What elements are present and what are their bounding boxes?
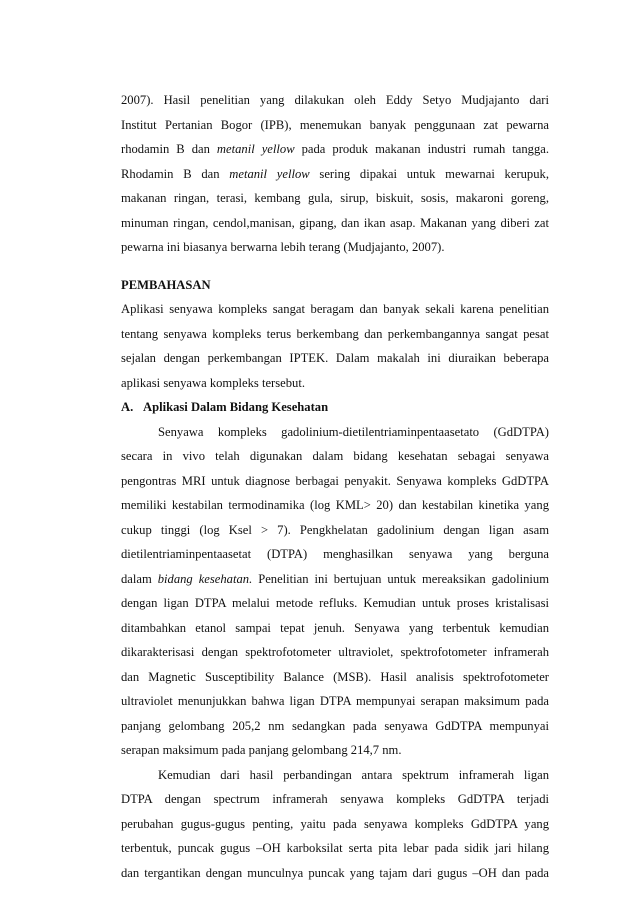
text-line: Rhodamin B dan metanil yellow sering dipakai untuk mewarnai kerupuk, — [121, 166, 549, 181]
text-line: serapan maksimum pada panjang gelombang 214,7 nm. — [121, 743, 402, 757]
paragraph-1 — [121, 420, 549, 763]
subsection-heading — [121, 395, 549, 420]
text-line: DTPA dengan spectrum inframerah senyawa kompleks GdDTPA terjadi — [121, 792, 549, 806]
text-line: ditambahkan etanol sampai tepat jenuh. Senyawa yang terbentuk kemudian — [121, 620, 549, 635]
text-line: cukup tinggi (log Ksel > 7). Pengkhelatan gadolinium dengan ligan asam — [121, 522, 549, 537]
subsection-number: A. — [121, 400, 134, 414]
text-line: Kemudian dari hasil perbandingan antara spektrum inframerah ligan — [158, 767, 549, 782]
text-line: Aplikasi senyawa kompleks sangat beragam dan banyak sekali karena penelitian — [121, 302, 549, 316]
text-line: Senyawa kompleks gadolinium-dietilentriaminpentaasetato (GdDTPA) — [158, 424, 549, 439]
text-line: dalam bidang kesehatan. Penelitian ini bertujuan untuk mereaksikan gadolinium — [121, 571, 549, 586]
text-line: secara in vivo telah digunakan dalam bidang kesehatan sebagai senyawa — [121, 449, 549, 463]
text-line: dikarakterisasi dengan spektrofotometer ultraviolet, spektrofotometer inframerah — [121, 645, 549, 659]
spacer — [121, 260, 549, 273]
text-line: Institut Pertanian Bogor (IPB), menemukan banyak penggunaan zat pewarna — [121, 117, 549, 132]
document-page — [121, 88, 549, 885]
section-paragraph — [121, 297, 549, 395]
text-line: minuman ringan, cendol,manisan, gipang, dan ikan asap. Makanan yang diberi zat — [121, 215, 549, 230]
text-line: tentang senyawa kompleks terus berkembang dan perkembangannya sangat pesat — [121, 326, 549, 341]
text-line: panjang gelombang 205,2 nm sedangkan pada senyawa GdDTPA mempunyai — [121, 718, 549, 733]
text-line: dan Magnetic Susceptibility Balance (MSB). Hasil analisis spektrofotometer — [121, 669, 549, 684]
text-line: perubahan gugus-gugus penting, yaitu pada senyawa kompleks GdDTPA yang — [121, 816, 549, 831]
section-heading: PEMBAHASAN — [121, 277, 211, 292]
intro-paragraph — [121, 88, 549, 260]
text-line: rhodamin B dan metanil yellow pada produk makanan industri rumah tangga. — [121, 142, 549, 156]
text-line: pewarna ini biasanya berwarna lebih terang (Mudjajanto, 2007). — [121, 240, 445, 254]
text-line: makanan ringan, terasi, kembang gula, sirup, biskuit, sosis, makaroni goreng, — [121, 191, 549, 205]
text-line: sejalan dengan perkembangan IPTEK. Dalam makalah ini diuraikan beberapa — [121, 351, 549, 365]
text-line: 2007). Hasil penelitian yang dilakukan oleh Eddy Setyo Mudjajanto dari — [121, 93, 549, 107]
text-line: ultraviolet menunjukkan bahwa ligan DTPA mempunyai serapan maksimum pada — [121, 694, 549, 708]
text-line: dan tergantikan dengan munculnya puncak yang tajam dari gugus –OH dan pada — [121, 865, 549, 880]
text-line: dietilentriaminpentaasetat (DTPA) menghasilkan senyawa yang berguna — [121, 547, 549, 561]
text-line: memiliki kestabilan termodinamika (log KML> 20) dan kestabilan kinetika yang — [121, 498, 549, 512]
paragraph-2 — [121, 763, 549, 886]
text-line: terbentuk, puncak gugus –OH karboksilat serta pita lebar pada sidik jari hilang — [121, 841, 549, 855]
text-line: pengontras MRI untuk diagnose berbagai penyakit. Senyawa kompleks GdDTPA — [121, 473, 549, 488]
text-line: dengan ligan DTPA melalui metode refluks. Kemudian untuk proses kristalisasi — [121, 596, 549, 610]
text-line: aplikasi senyawa kompleks tersebut. — [121, 375, 305, 390]
subsection-title: Aplikasi Dalam Bidang Kesehatan — [143, 400, 329, 414]
